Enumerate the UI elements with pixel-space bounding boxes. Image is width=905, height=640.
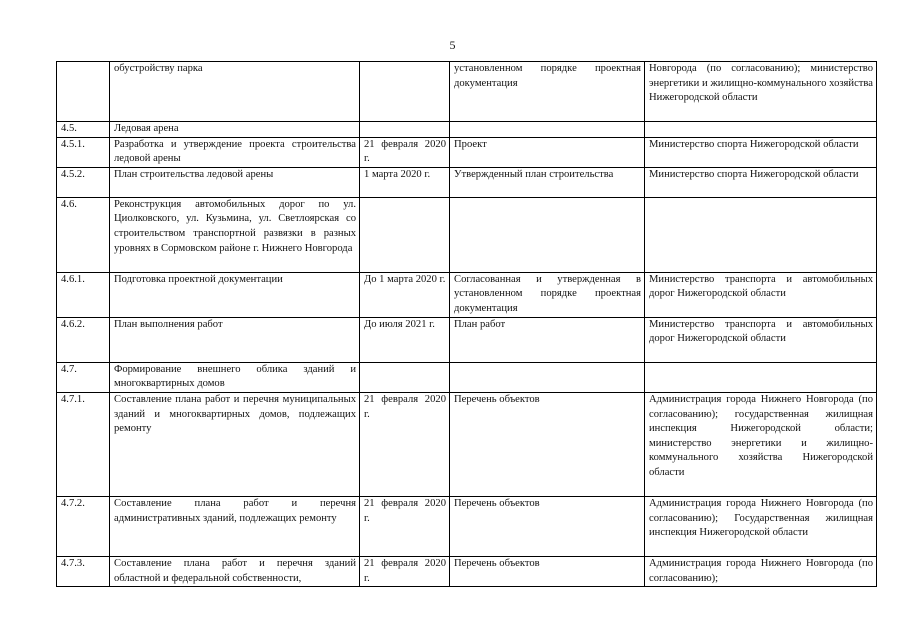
task-cell: Составление плана работ и перечня административных зданий, подлежащих ремонту	[110, 496, 360, 556]
row-number: 4.6.2.	[57, 317, 110, 362]
row-number: 4.5.2.	[57, 167, 110, 197]
date-cell: 21 февраля 2020 г.	[360, 556, 450, 586]
result-cell: План работ	[450, 317, 645, 362]
row-number: 4.5.	[57, 122, 110, 138]
table-row	[57, 556, 877, 586]
responsible-cell: Новгорода (по согласованию); министерство энергетики и жилищно-коммунального хозяйства Нижегородской области	[645, 62, 877, 122]
responsible-cell: Администрация города Нижнего Новгорода (по согласованию); Государственная жилищная инспекция Нижегородской области	[645, 496, 877, 556]
result-cell: установленном порядке проектная документация	[450, 62, 645, 122]
responsible-cell: Министерство спорта Нижегородской области	[645, 137, 877, 167]
plan-table	[56, 61, 877, 587]
result-cell: Перечень объектов	[450, 392, 645, 496]
task-cell: Составление плана работ и перечня муниципальных зданий и многоквартирных домов, подлежащих ремонту	[110, 392, 360, 496]
responsible-cell: Министерство транспорта и автомобильных дорог Нижегородской области	[645, 317, 877, 362]
task-cell: План строительства ледовой арены	[110, 167, 360, 197]
row-number: 4.7.1.	[57, 392, 110, 496]
date-cell: 21 февраля 2020 г.	[360, 392, 450, 496]
table-row	[57, 62, 877, 122]
result-cell: Перечень объектов	[450, 496, 645, 556]
table-row	[57, 317, 877, 362]
responsible-cell	[645, 197, 877, 272]
table-row	[57, 197, 877, 272]
table-row	[57, 122, 877, 138]
task-cell: План выполнения работ	[110, 317, 360, 362]
task-cell: Подготовка проектной документации	[110, 272, 360, 317]
result-cell	[450, 122, 645, 138]
date-cell: 21 февраля 2020 г.	[360, 137, 450, 167]
date-cell: До 1 марта 2020 г.	[360, 272, 450, 317]
row-number: 4.6.1.	[57, 272, 110, 317]
responsible-cell	[645, 362, 877, 392]
row-number: 4.7.3.	[57, 556, 110, 586]
result-cell: Согласованная и утвержденная в установленном порядке проектная документация	[450, 272, 645, 317]
date-cell: До июля 2021 г.	[360, 317, 450, 362]
date-cell: 21 февраля 2020 г.	[360, 496, 450, 556]
responsible-cell: Министерство спорта Нижегородской области	[645, 167, 877, 197]
result-cell: Перечень объектов	[450, 556, 645, 586]
date-cell	[360, 197, 450, 272]
table-row	[57, 167, 877, 197]
date-cell	[360, 362, 450, 392]
row-number: 4.7.2.	[57, 496, 110, 556]
row-number: 4.6.	[57, 197, 110, 272]
date-cell: 1 марта 2020 г.	[360, 167, 450, 197]
task-cell: Ледовая арена	[110, 122, 360, 138]
task-cell: Разработка и утверждение проекта строительства ледовой арены	[110, 137, 360, 167]
responsible-cell	[645, 122, 877, 138]
row-number	[57, 62, 110, 122]
task-cell: Реконструкция автомобильных дорог по ул. Циолковского, ул. Кузьмина, ул. Светлоярская со строительством транспортной развязки в разных уровнях в Сормовском районе г. Нижнего Новгорода	[110, 197, 360, 272]
row-number: 4.5.1.	[57, 137, 110, 167]
result-cell: Проект	[450, 137, 645, 167]
task-cell: Составление плана работ и перечня зданий областной и федеральной собственности,	[110, 556, 360, 586]
table-row	[57, 362, 877, 392]
task-cell: обустройству парка	[110, 62, 360, 122]
result-cell: Утвержденный план строительства	[450, 167, 645, 197]
table-row	[57, 496, 877, 556]
date-cell	[360, 122, 450, 138]
responsible-cell: Администрация города Нижнего Новгорода (по согласованию);	[645, 556, 877, 586]
page-number: 5	[449, 38, 456, 52]
table-row	[57, 272, 877, 317]
table-row	[57, 137, 877, 167]
table-row	[57, 392, 877, 496]
result-cell	[450, 362, 645, 392]
task-cell: Формирование внешнего облика зданий и многоквартирных домов	[110, 362, 360, 392]
row-number: 4.7.	[57, 362, 110, 392]
date-cell	[360, 62, 450, 122]
responsible-cell: Министерство транспорта и автомобильных дорог Нижегородской области	[645, 272, 877, 317]
responsible-cell: Администрация города Нижнего Новгорода (по согласованию); государственная жилищная инспекция Нижегородской области; министерство энергетики и жилищно-коммунального хозяйства Нижегородской области	[645, 392, 877, 496]
result-cell	[450, 197, 645, 272]
